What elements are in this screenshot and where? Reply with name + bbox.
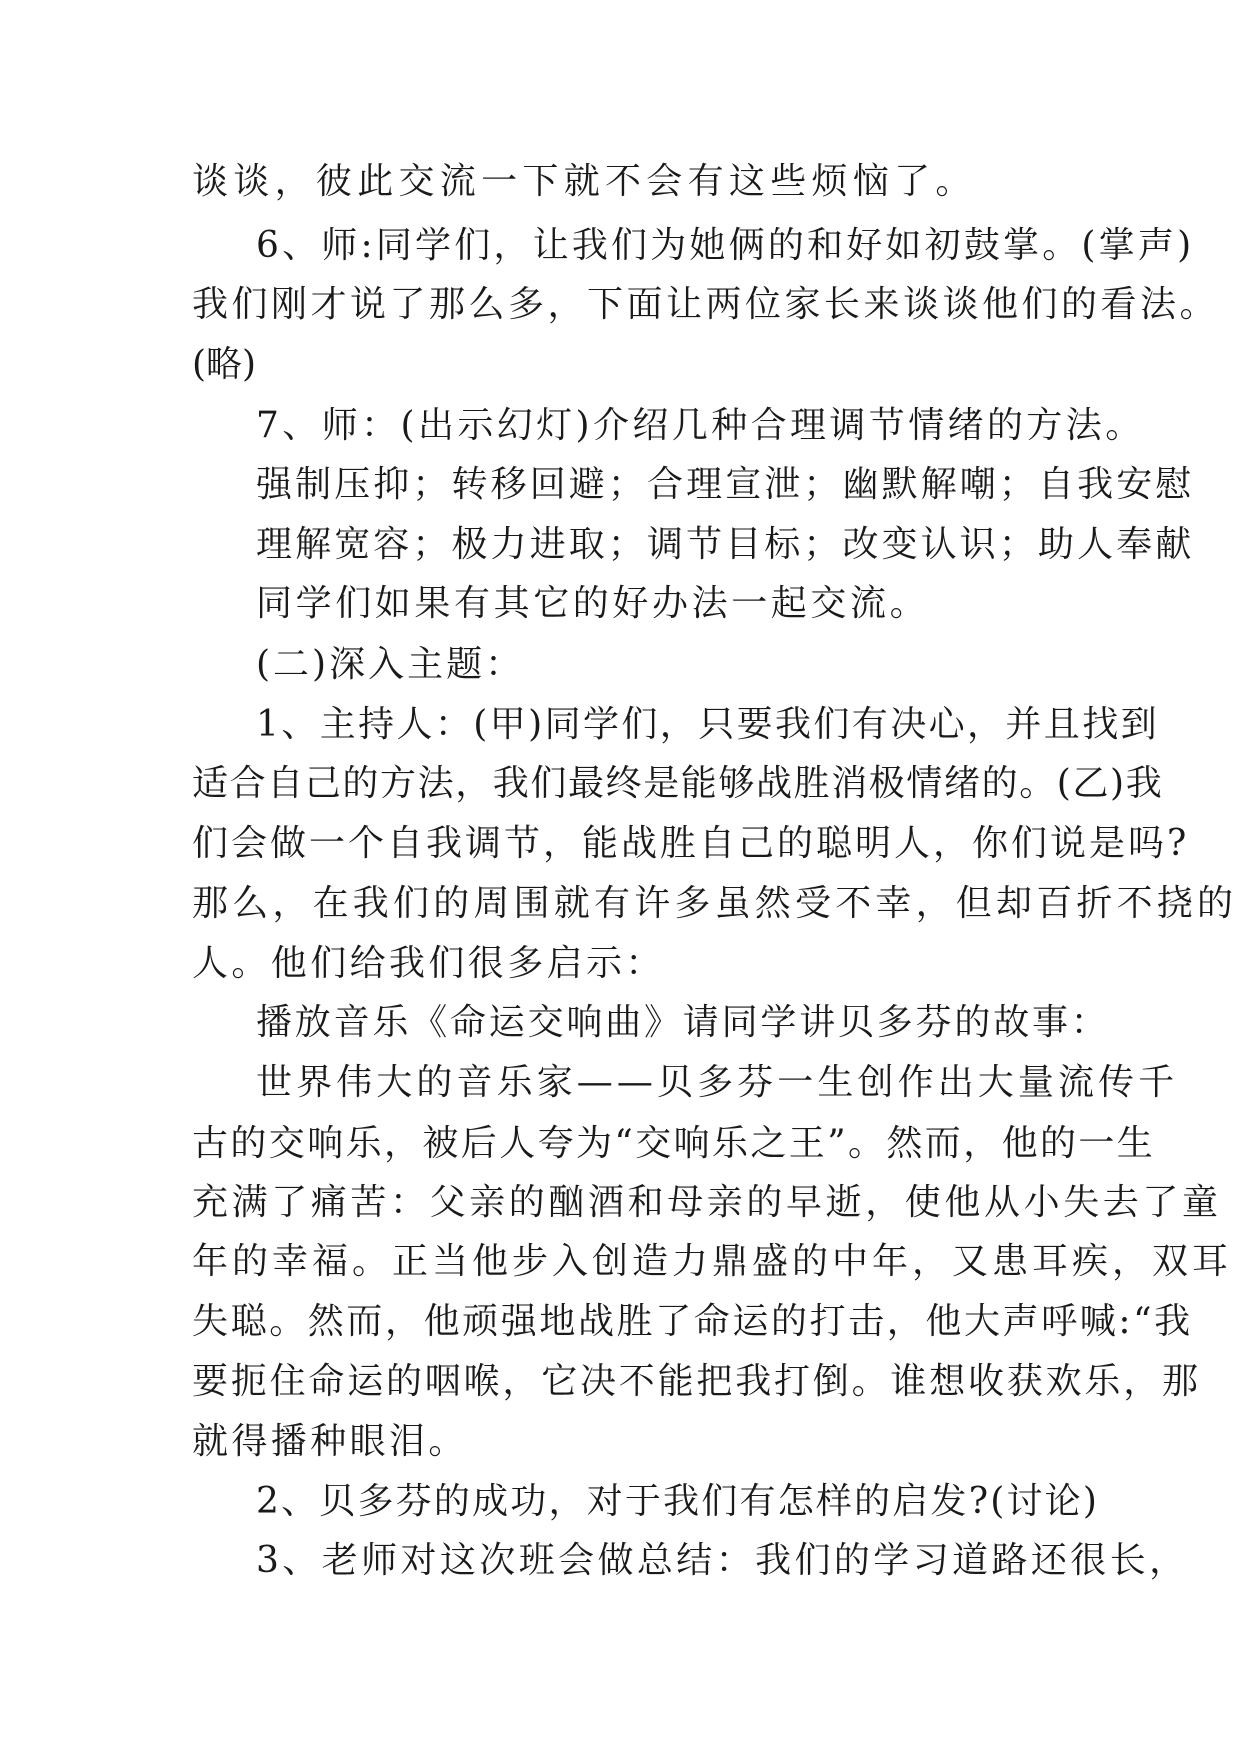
text-line: 们会做一个自我调节，能战胜自己的聪明人，你们说是吗? [192, 823, 1190, 864]
text-line: 我们刚才说了那么多，下面让两位家长来谈谈他们的看法。 [192, 284, 1220, 325]
text-line: 古的交响乐，被后人夸为“交响乐之王”。然而，他的一生 [192, 1123, 1156, 1164]
section-heading: (二)深入主题： [256, 644, 525, 685]
text-line: 播放音乐《命运交响曲》请同学讲贝多芬的故事： [256, 1002, 1110, 1043]
text-line: 年的幸福。正当他步入创造力鼎盛的中年，又患耳疾，双耳 [192, 1241, 1233, 1282]
text-line: 充满了痛苦：父亲的酗酒和母亲的早逝，使他从小失去了童 [192, 1182, 1222, 1223]
text-line: 那么，在我们的周围就有许多虽然受不幸，但却百折不挠的 [192, 883, 1238, 924]
text-line: 7、师：(出示幻灯)介绍几种合理调节情绪的方法。 [256, 405, 1145, 446]
text-line: (略) [192, 344, 257, 385]
text-line: 强制压抑；转移回避；合理宣泄；幽默解嘲；自我安慰 [256, 464, 1195, 505]
text-line: 就得播种眼泪。 [192, 1421, 468, 1462]
text-line: 3、老师对这次班会做总结：我们的学习道路还很长， [256, 1540, 1189, 1581]
text-line: 适合自己的方法，我们最终是能够战胜消极情绪的。(乙)我 [192, 763, 1164, 804]
text-line: 人。他们给我们很多启示： [192, 943, 665, 984]
text-line: 失聪。然而，他顽强地战胜了命运的打击，他大声呼喊:“我 [192, 1301, 1193, 1342]
text-line: 1、主持人：(甲)同学们，只要我们有决心，并且找到 [256, 704, 1159, 745]
text-line: 谈谈，彼此交流一下就不会有这些烦恼了。 [192, 161, 977, 202]
text-line: 要扼住命运的咽喉，它决不能把我打倒。谁想收获欢乐，那 [192, 1361, 1201, 1402]
text-line: 6、师:同学们，让我们为她俩的和好如初鼓掌。(掌声) [256, 225, 1195, 266]
text-line: 同学们如果有其它的好办法一起交流。 [256, 583, 930, 624]
text-line: 2、贝多芬的成功，对于我们有怎样的启发?(讨论) [256, 1481, 1100, 1522]
text-line: 世界伟大的音乐家——贝多芬一生创作出大量流传千 [256, 1062, 1179, 1103]
text-line: 理解宽容；极力进取；调节目标；改变认识；助人奉献 [256, 524, 1195, 565]
